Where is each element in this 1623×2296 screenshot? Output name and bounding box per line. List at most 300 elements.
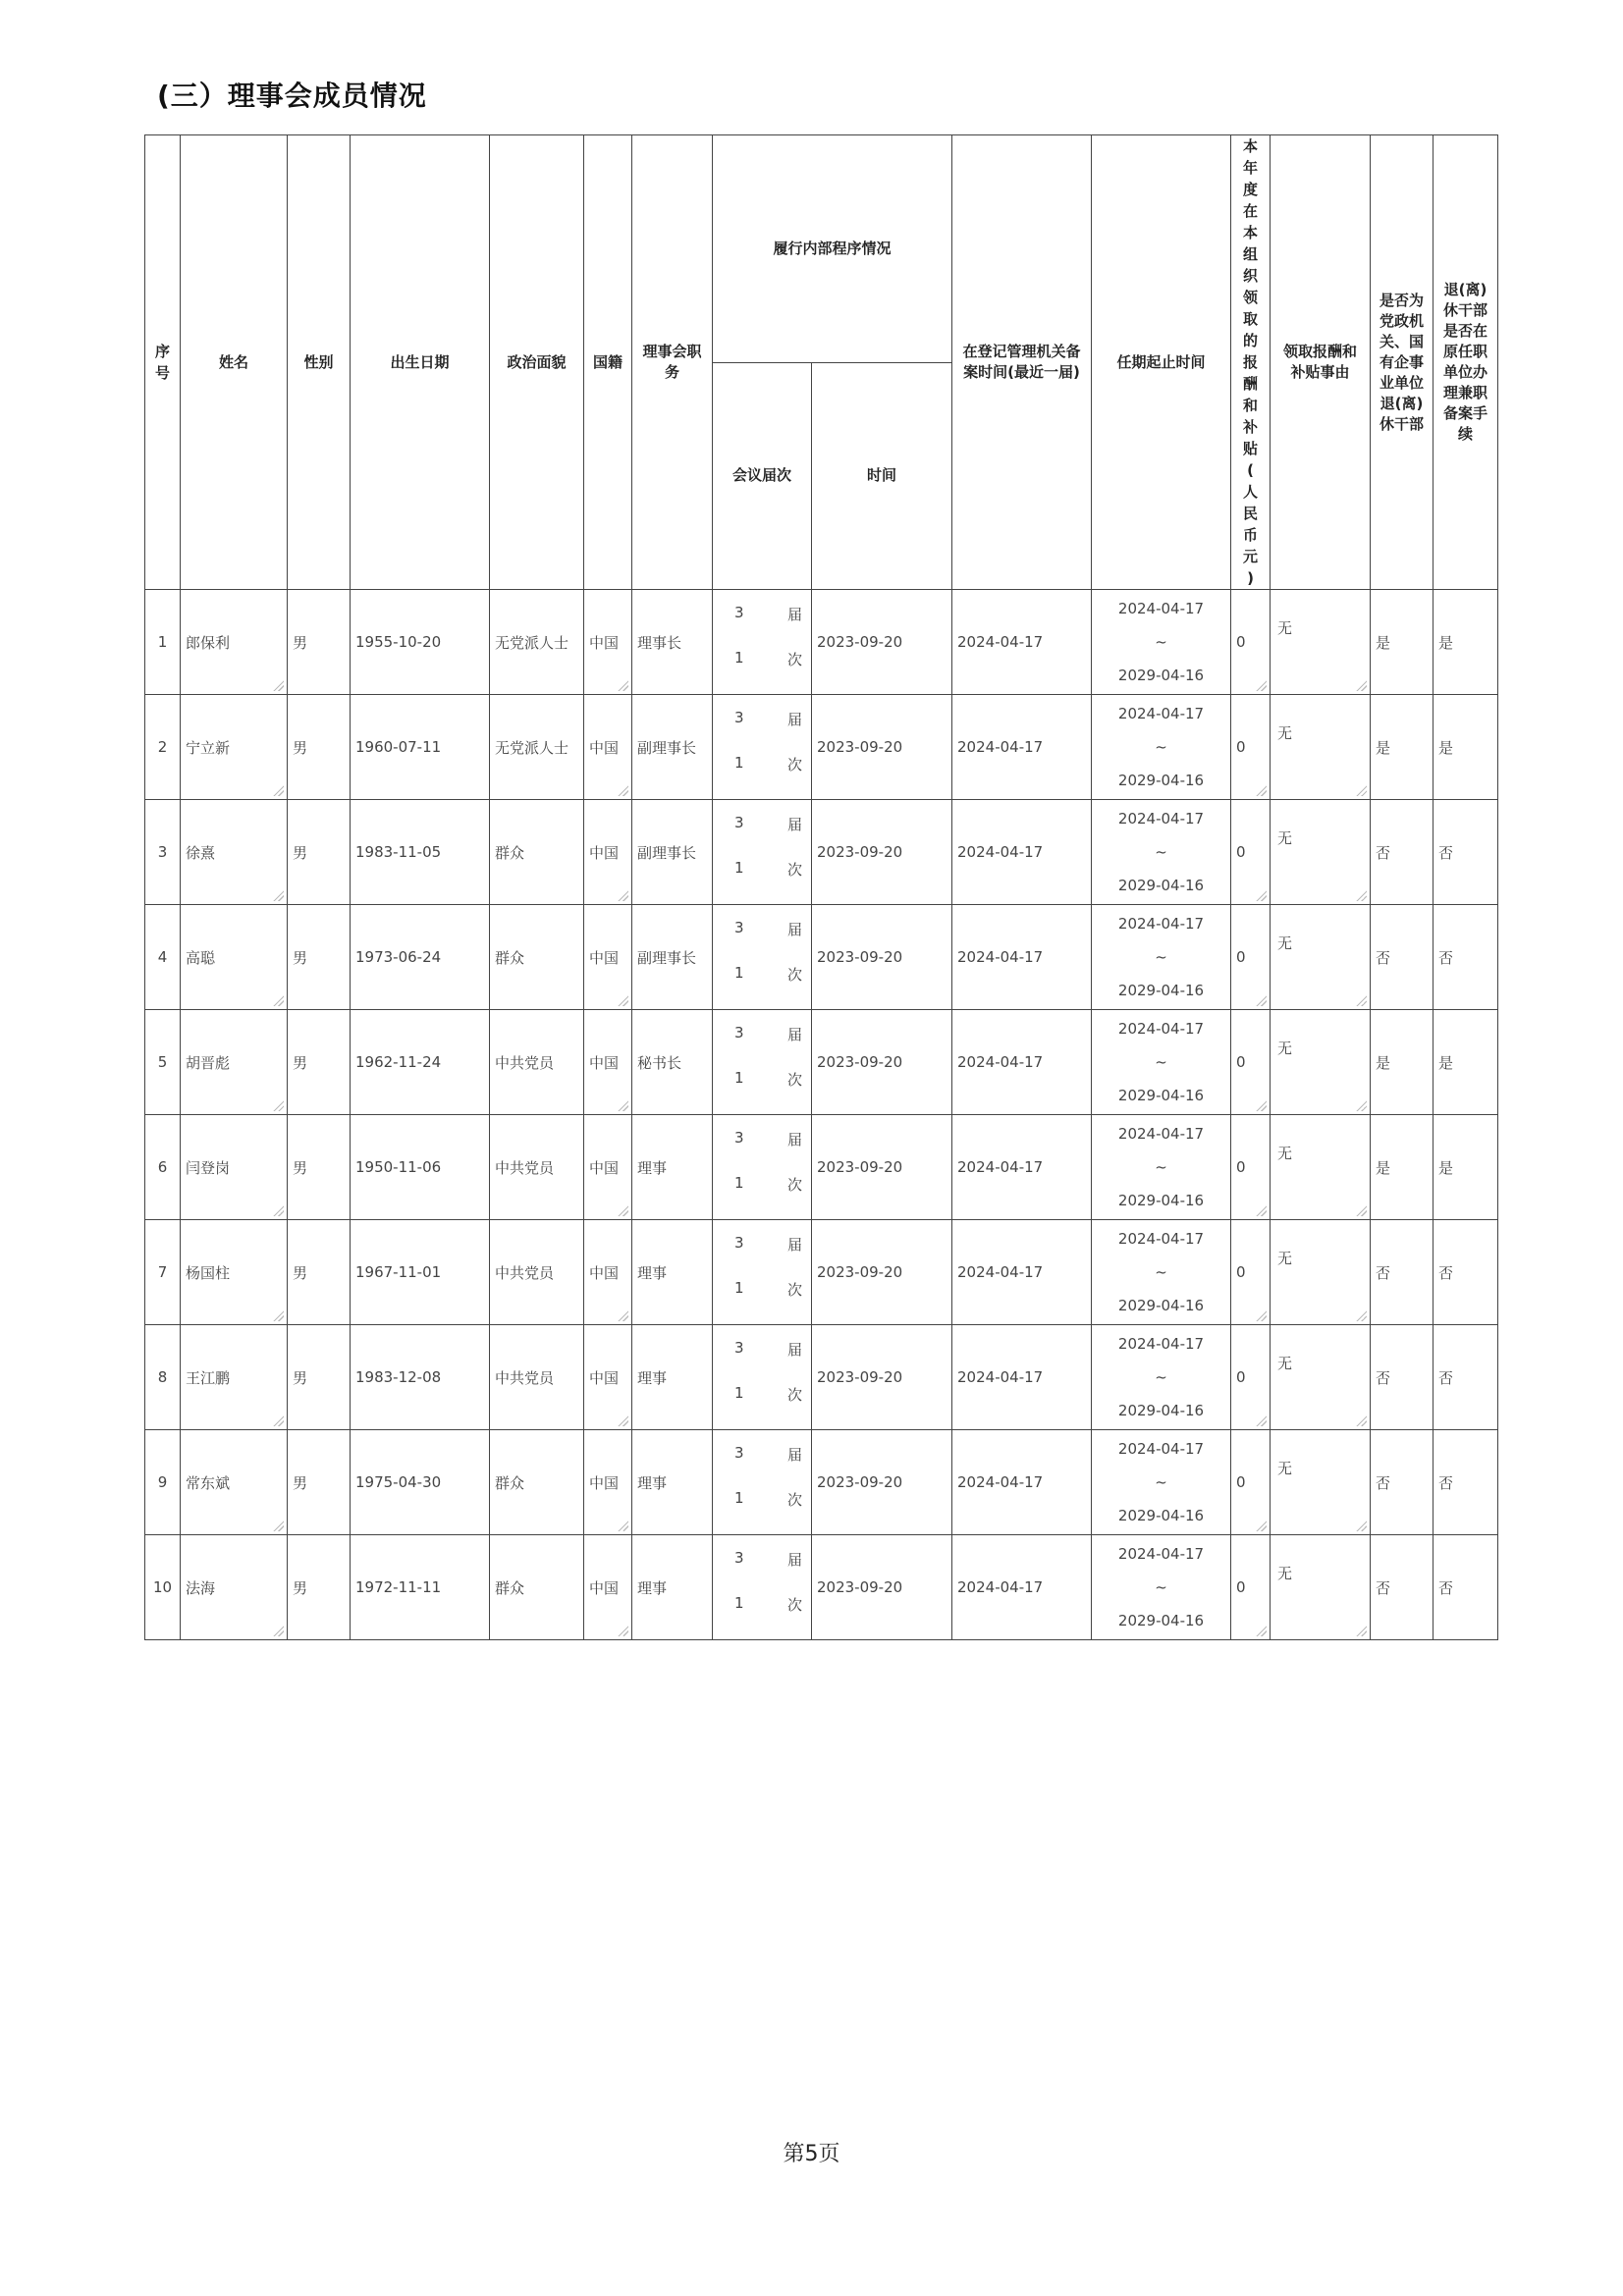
pay-text: 0	[1236, 843, 1246, 861]
birth-text: 1983-11-05	[355, 843, 442, 861]
resize-handle-icon[interactable]	[272, 1099, 284, 1111]
resize-handle-icon[interactable]	[617, 1204, 628, 1216]
resize-handle-icon[interactable]	[617, 1625, 628, 1636]
cell-dual	[1434, 1115, 1498, 1220]
time-text: 2023-09-20	[817, 738, 903, 756]
header-term: 任期起止时间	[1092, 135, 1231, 590]
time-text: 2023-09-20	[817, 1368, 903, 1386]
pay-field[interactable]	[1231, 1010, 1271, 1115]
nationality-field[interactable]	[584, 905, 632, 1010]
cell-position	[632, 1430, 713, 1535]
cell-time	[812, 1010, 952, 1115]
cell-meeting	[713, 1220, 812, 1325]
birth-text: 1972-11-11	[355, 1578, 442, 1596]
header-time: 时间	[812, 362, 952, 590]
table-row	[145, 590, 1498, 695]
name-field[interactable]	[181, 590, 288, 695]
cell-seq: 7	[145, 1220, 181, 1325]
cell-term	[1092, 1430, 1231, 1535]
political-text: 中共党员	[495, 1158, 555, 1177]
cell-birth	[351, 1325, 490, 1430]
resize-handle-icon[interactable]	[1355, 679, 1367, 691]
session-unit: 届	[787, 921, 803, 938]
times-number: 1	[734, 754, 744, 772]
nationality-field[interactable]	[584, 1325, 632, 1430]
cell-seq: 3	[145, 800, 181, 905]
pay-field[interactable]	[1231, 590, 1271, 695]
time-text: 2023-09-20	[817, 1263, 903, 1281]
cell-name: 胡晋彪	[186, 1053, 231, 1072]
header-birth: 出生日期	[351, 135, 490, 590]
cell-dual	[1434, 1010, 1498, 1115]
resize-handle-icon[interactable]	[1255, 1309, 1267, 1321]
pay-field[interactable]	[1231, 695, 1271, 800]
cell-dual	[1434, 1535, 1498, 1640]
resize-handle-icon[interactable]	[1255, 784, 1267, 796]
cell-time	[812, 590, 952, 695]
resize-handle-icon[interactable]	[617, 1415, 628, 1426]
name-field[interactable]	[181, 1430, 288, 1535]
times-number: 1	[734, 1279, 744, 1297]
gender-text: 男	[293, 738, 308, 757]
resize-handle-icon[interactable]	[1355, 889, 1367, 901]
reason-text: 无	[1277, 724, 1293, 742]
term-start: 2024-04-17	[1117, 915, 1205, 933]
cell-time	[812, 1220, 952, 1325]
position-text: 秘书长	[637, 1053, 682, 1072]
resize-handle-icon[interactable]	[617, 1520, 628, 1531]
cell-seq: 10	[145, 1535, 181, 1640]
cell-position	[632, 695, 713, 800]
cell-seq: 2	[145, 695, 181, 800]
nationality-field[interactable]	[584, 1115, 632, 1220]
position-text: 副理事长	[637, 843, 697, 862]
table-row	[145, 1430, 1498, 1535]
header-position: 理事会职务	[632, 135, 713, 590]
session-unit: 届	[787, 1236, 803, 1254]
name-field[interactable]	[181, 1010, 288, 1115]
pay-field[interactable]	[1231, 1430, 1271, 1535]
cell-time	[812, 695, 952, 800]
term-start: 2024-04-17	[1117, 810, 1205, 828]
cell-name: 闫登岗	[186, 1158, 231, 1177]
session-unit: 届	[787, 1026, 803, 1043]
table-row	[145, 695, 1498, 800]
cell-retired	[1371, 1010, 1434, 1115]
retired-text: 否	[1376, 948, 1391, 967]
reason-field[interactable]	[1271, 905, 1371, 1010]
gender-text: 男	[293, 1578, 308, 1597]
nationality-text: 中国	[589, 843, 620, 862]
cell-political	[490, 800, 584, 905]
cell-meeting	[713, 695, 812, 800]
term-separator: ~	[1155, 1158, 1167, 1176]
cell-political	[490, 905, 584, 1010]
cell-political	[490, 695, 584, 800]
term-end: 2029-04-16	[1117, 1402, 1205, 1419]
council-members-table	[144, 134, 1498, 1640]
cell-position	[632, 1010, 713, 1115]
resize-handle-icon[interactable]	[617, 994, 628, 1006]
resize-handle-icon[interactable]	[1255, 1099, 1267, 1111]
name-field[interactable]	[181, 1220, 288, 1325]
resize-handle-icon[interactable]	[272, 784, 284, 796]
resize-handle-icon[interactable]	[1355, 1309, 1367, 1321]
cell-term	[1092, 590, 1231, 695]
political-text: 群众	[495, 843, 525, 862]
name-field[interactable]	[181, 1535, 288, 1640]
resize-handle-icon[interactable]	[1355, 1625, 1367, 1636]
cell-term	[1092, 1115, 1231, 1220]
cell-gender	[288, 1115, 351, 1220]
cell-filing	[952, 1430, 1092, 1535]
cell-meeting	[713, 1115, 812, 1220]
term-separator: ~	[1155, 843, 1167, 861]
position-text: 副理事长	[637, 948, 697, 967]
birth-text: 1967-11-01	[355, 1263, 442, 1281]
cell-term	[1092, 1535, 1231, 1640]
term-end: 2029-04-16	[1117, 1087, 1205, 1104]
filing-text: 2024-04-17	[957, 738, 1044, 756]
cell-position	[632, 1535, 713, 1640]
cell-position	[632, 800, 713, 905]
position-text: 理事	[637, 1473, 668, 1492]
dual-text: 是	[1438, 738, 1454, 757]
time-text: 2023-09-20	[817, 633, 903, 651]
pay-field[interactable]	[1231, 800, 1271, 905]
resize-handle-icon[interactable]	[1255, 994, 1267, 1006]
nationality-field[interactable]	[584, 695, 632, 800]
position-text: 理事长	[637, 633, 682, 652]
term-end: 2029-04-16	[1117, 1507, 1205, 1524]
cell-name: 王江鹏	[186, 1368, 231, 1387]
cell-filing	[952, 1535, 1092, 1640]
session-unit: 届	[787, 711, 803, 728]
term-start: 2024-04-17	[1117, 600, 1205, 617]
reason-field[interactable]	[1271, 1010, 1371, 1115]
cell-retired	[1371, 695, 1434, 800]
pay-field[interactable]	[1231, 905, 1271, 1010]
nationality-field[interactable]	[584, 590, 632, 695]
cell-name: 法海	[186, 1578, 216, 1597]
filing-text: 2024-04-17	[957, 843, 1044, 861]
political-text: 群众	[495, 1578, 525, 1597]
times-unit: 次	[787, 1281, 803, 1299]
session-number: 3	[734, 1129, 744, 1147]
name-field[interactable]	[181, 905, 288, 1010]
cell-birth	[351, 905, 490, 1010]
cell-political	[490, 1115, 584, 1220]
cell-meeting	[713, 800, 812, 905]
resize-handle-icon[interactable]	[1355, 1520, 1367, 1531]
birth-text: 1950-11-06	[355, 1158, 442, 1176]
table-row	[145, 1325, 1498, 1430]
cell-dual	[1434, 1430, 1498, 1535]
gender-text: 男	[293, 1473, 308, 1492]
session-number: 3	[734, 814, 744, 831]
reason-text: 无	[1277, 619, 1293, 637]
political-text: 中共党员	[495, 1368, 555, 1387]
nationality-field[interactable]	[584, 800, 632, 905]
session-unit: 届	[787, 1131, 803, 1148]
cell-political	[490, 1220, 584, 1325]
cell-name: 杨国柱	[186, 1263, 231, 1282]
cell-gender	[288, 695, 351, 800]
pay-field[interactable]	[1231, 1325, 1271, 1430]
resize-handle-icon[interactable]	[617, 889, 628, 901]
cell-name: 常东斌	[186, 1473, 231, 1492]
reason-text: 无	[1277, 1250, 1293, 1267]
retired-text: 否	[1376, 1368, 1391, 1387]
cell-name: 宁立新	[186, 738, 231, 757]
cell-dual	[1434, 590, 1498, 695]
dual-text: 是	[1438, 1053, 1454, 1072]
political-text: 中共党员	[495, 1053, 555, 1072]
cell-retired	[1371, 1430, 1434, 1535]
header-name: 姓名	[181, 135, 288, 590]
cell-birth	[351, 590, 490, 695]
session-unit: 届	[787, 606, 803, 623]
cell-gender	[288, 1430, 351, 1535]
term-start: 2024-04-17	[1117, 1125, 1205, 1143]
resize-handle-icon[interactable]	[272, 1204, 284, 1216]
position-text: 副理事长	[637, 738, 697, 757]
dual-text: 是	[1438, 633, 1454, 652]
position-text: 理事	[637, 1263, 668, 1282]
cell-gender	[288, 800, 351, 905]
nationality-field[interactable]	[584, 1430, 632, 1535]
times-number: 1	[734, 964, 744, 982]
cell-gender	[288, 1220, 351, 1325]
cell-dual	[1434, 1325, 1498, 1430]
resize-handle-icon[interactable]	[272, 1625, 284, 1636]
retired-text: 是	[1376, 633, 1391, 652]
cell-retired	[1371, 590, 1434, 695]
nationality-field[interactable]	[584, 1010, 632, 1115]
term-end: 2029-04-16	[1117, 772, 1205, 789]
resize-handle-icon[interactable]	[1255, 1415, 1267, 1426]
reason-field[interactable]	[1271, 1430, 1371, 1535]
times-number: 1	[734, 1384, 744, 1402]
dual-text: 否	[1438, 1263, 1454, 1282]
position-text: 理事	[637, 1158, 668, 1177]
political-text: 群众	[495, 948, 525, 967]
session-number: 3	[734, 1444, 744, 1462]
resize-handle-icon[interactable]	[1355, 1415, 1367, 1426]
cell-meeting	[713, 905, 812, 1010]
pay-field[interactable]	[1231, 1535, 1271, 1640]
cell-meeting	[713, 590, 812, 695]
political-text: 群众	[495, 1473, 525, 1492]
resize-handle-icon[interactable]	[1255, 1520, 1267, 1531]
resize-handle-icon[interactable]	[272, 679, 284, 691]
resize-handle-icon[interactable]	[1255, 889, 1267, 901]
reason-text: 无	[1277, 1460, 1293, 1477]
cell-seq: 9	[145, 1430, 181, 1535]
cell-birth	[351, 1010, 490, 1115]
times-unit: 次	[787, 1071, 803, 1089]
birth-text: 1955-10-20	[355, 633, 442, 651]
resize-handle-icon[interactable]	[272, 1415, 284, 1426]
reason-field[interactable]	[1271, 590, 1371, 695]
gender-text: 男	[293, 843, 308, 862]
header-seq: 序 号	[145, 135, 181, 590]
session-number: 3	[734, 1024, 744, 1041]
filing-text: 2024-04-17	[957, 1473, 1044, 1491]
political-text: 无党派人士	[495, 738, 569, 757]
resize-handle-icon[interactable]	[617, 784, 628, 796]
table-row	[145, 905, 1498, 1010]
reason-field[interactable]	[1271, 1535, 1371, 1640]
nationality-text: 中国	[589, 1473, 620, 1492]
filing-text: 2024-04-17	[957, 1578, 1044, 1596]
reason-field[interactable]	[1271, 1325, 1371, 1430]
session-number: 3	[734, 1549, 744, 1567]
dual-text: 否	[1438, 843, 1454, 862]
cell-term	[1092, 1220, 1231, 1325]
dual-text: 否	[1438, 948, 1454, 967]
nationality-text: 中国	[589, 1368, 620, 1387]
resize-handle-icon[interactable]	[1355, 784, 1367, 796]
cell-name: 郎保利	[186, 633, 231, 652]
pay-text: 0	[1236, 738, 1246, 756]
resize-handle-icon[interactable]	[617, 1099, 628, 1111]
session-unit: 届	[787, 816, 803, 833]
dual-text: 是	[1438, 1158, 1454, 1177]
name-field[interactable]	[181, 1115, 288, 1220]
birth-text: 1975-04-30	[355, 1473, 442, 1491]
retired-text: 是	[1376, 1053, 1391, 1072]
cell-political	[490, 1430, 584, 1535]
term-separator: ~	[1155, 1578, 1167, 1596]
resize-handle-icon[interactable]	[272, 889, 284, 901]
time-text: 2023-09-20	[817, 948, 903, 966]
dual-text: 否	[1438, 1578, 1454, 1597]
session-unit: 届	[787, 1341, 803, 1359]
resize-handle-icon[interactable]	[1255, 679, 1267, 691]
session-number: 3	[734, 1234, 744, 1252]
cell-birth	[351, 1535, 490, 1640]
term-end: 2029-04-16	[1117, 1297, 1205, 1314]
pay-text: 0	[1236, 1263, 1246, 1281]
reason-text: 无	[1277, 1355, 1293, 1372]
filing-text: 2024-04-17	[957, 1053, 1044, 1071]
cell-position	[632, 1325, 713, 1430]
cell-name: 徐熹	[186, 843, 216, 862]
pay-field[interactable]	[1231, 1220, 1271, 1325]
resize-handle-icon[interactable]	[617, 1309, 628, 1321]
cell-position	[632, 1115, 713, 1220]
resize-handle-icon[interactable]	[272, 1520, 284, 1531]
nationality-text: 中国	[589, 1053, 620, 1072]
term-end: 2029-04-16	[1117, 982, 1205, 999]
resize-handle-icon[interactable]	[1255, 1625, 1267, 1636]
header-meeting: 会议届次	[713, 362, 812, 590]
resize-handle-icon[interactable]	[272, 994, 284, 1006]
nationality-text: 中国	[589, 1263, 620, 1282]
resize-handle-icon[interactable]	[272, 1309, 284, 1321]
table-row	[145, 1535, 1498, 1640]
cell-time	[812, 800, 952, 905]
times-number: 1	[734, 649, 744, 667]
nationality-text: 中国	[589, 738, 620, 757]
gender-text: 男	[293, 1158, 308, 1177]
header-reason: 领取报酬和补贴事由	[1271, 135, 1371, 590]
cell-gender	[288, 590, 351, 695]
reason-field[interactable]	[1271, 695, 1371, 800]
resize-handle-icon[interactable]	[1355, 994, 1367, 1006]
term-separator: ~	[1155, 1053, 1167, 1071]
birth-text: 1983-12-08	[355, 1368, 442, 1386]
cell-gender	[288, 1325, 351, 1430]
resize-handle-icon[interactable]	[617, 679, 628, 691]
cell-position	[632, 905, 713, 1010]
pay-text: 0	[1236, 1053, 1246, 1071]
header-gender: 性别	[288, 135, 351, 590]
name-field[interactable]	[181, 800, 288, 905]
time-text: 2023-09-20	[817, 1473, 903, 1491]
session-number: 3	[734, 1339, 744, 1357]
reason-text: 无	[1277, 829, 1293, 847]
cell-birth	[351, 1220, 490, 1325]
resize-handle-icon[interactable]	[1355, 1099, 1367, 1111]
retired-text: 否	[1376, 1263, 1391, 1282]
term-start: 2024-04-17	[1117, 705, 1205, 722]
cell-seq: 4	[145, 905, 181, 1010]
cell-retired	[1371, 800, 1434, 905]
term-start: 2024-04-17	[1117, 1440, 1205, 1458]
cell-political	[490, 1325, 584, 1430]
reason-text: 无	[1277, 934, 1293, 952]
reason-field[interactable]	[1271, 1115, 1371, 1220]
times-unit: 次	[787, 756, 803, 774]
filing-text: 2024-04-17	[957, 1263, 1044, 1281]
position-text: 理事	[637, 1368, 668, 1387]
resize-handle-icon[interactable]	[1255, 1204, 1267, 1216]
cell-dual	[1434, 800, 1498, 905]
cell-filing	[952, 1220, 1092, 1325]
times-number: 1	[734, 859, 744, 877]
reason-field[interactable]	[1271, 800, 1371, 905]
pay-text: 0	[1236, 1473, 1246, 1491]
cell-gender	[288, 905, 351, 1010]
nationality-field[interactable]	[584, 1220, 632, 1325]
retired-text: 否	[1376, 1473, 1391, 1492]
pay-field[interactable]	[1231, 1115, 1271, 1220]
cell-meeting	[713, 1535, 812, 1640]
term-separator: ~	[1155, 738, 1167, 756]
birth-text: 1973-06-24	[355, 948, 442, 966]
cell-term	[1092, 1325, 1231, 1430]
table-row	[145, 1220, 1498, 1325]
term-separator: ~	[1155, 1263, 1167, 1281]
cell-term	[1092, 1010, 1231, 1115]
name-field[interactable]	[181, 1325, 288, 1430]
name-field[interactable]	[181, 695, 288, 800]
cell-political	[490, 1535, 584, 1640]
cell-meeting	[713, 1325, 812, 1430]
cell-retired	[1371, 1220, 1434, 1325]
time-text: 2023-09-20	[817, 843, 903, 861]
reason-field[interactable]	[1271, 1220, 1371, 1325]
cell-meeting	[713, 1430, 812, 1535]
term-end: 2029-04-16	[1117, 1612, 1205, 1629]
cell-time	[812, 1325, 952, 1430]
resize-handle-icon[interactable]	[1355, 1204, 1367, 1216]
time-text: 2023-09-20	[817, 1578, 903, 1596]
nationality-field[interactable]	[584, 1535, 632, 1640]
pay-text: 0	[1236, 948, 1246, 966]
